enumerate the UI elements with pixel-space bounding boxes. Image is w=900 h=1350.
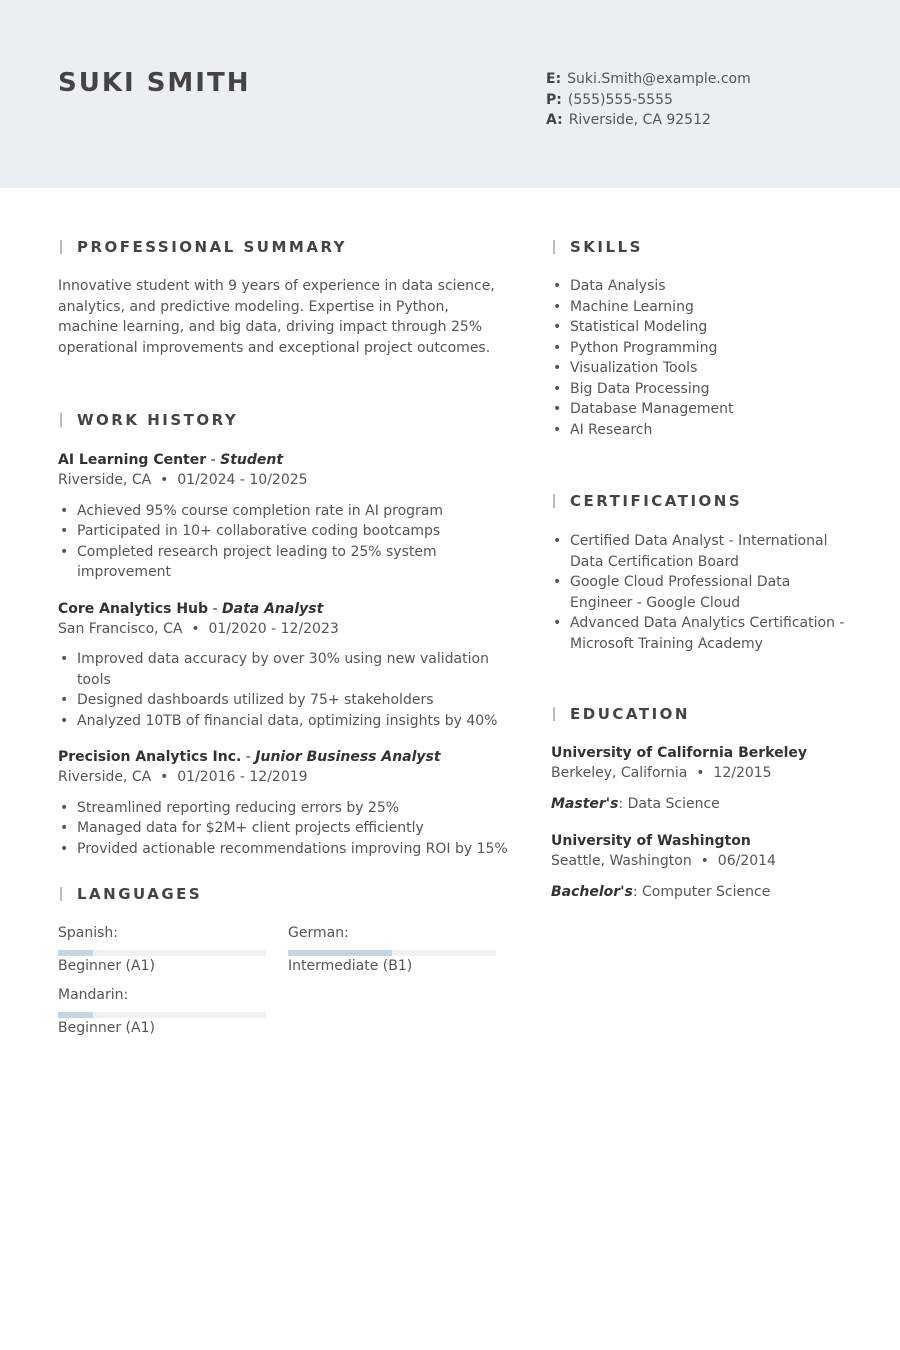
skill-item: • Data Analysis — [551, 276, 851, 297]
phone-row — [546, 90, 751, 111]
education-entry — [551, 831, 851, 902]
language-item — [58, 985, 266, 1038]
certification-item: • Advanced Data Analytics Certification - Microsoft Training Academy — [551, 613, 851, 654]
contact-info — [546, 69, 751, 131]
job-title-line — [58, 450, 508, 470]
address: Riverside, CA 92512 — [568, 112, 711, 128]
job-title: Data Analyst — [222, 600, 324, 617]
education-entry — [551, 743, 851, 814]
address-row — [546, 110, 751, 131]
job-meta: San Francisco, CA • 01/2020 - 12/2023 — [58, 620, 339, 637]
language-level: Beginner (A1) — [58, 1019, 155, 1036]
skill-item: • Machine Learning — [551, 297, 851, 318]
degree-line — [551, 882, 851, 903]
company-name: AI Learning Center — [58, 452, 207, 468]
language-level: Intermediate (B1) — [288, 957, 413, 974]
job-entry — [58, 450, 508, 583]
job-meta: Riverside, CA • 01/2024 - 10/2025 — [58, 472, 308, 488]
bullet-item: • Achieved 95% course completion rate in AI program — [58, 501, 508, 522]
bullet-item: • Streamlined reporting reducing errors by 25% — [58, 798, 508, 819]
degree-field: : Data Science — [618, 795, 720, 812]
languages-section — [58, 884, 498, 904]
separator: - — [208, 600, 222, 617]
email-label: E: — [546, 71, 562, 87]
education-section — [551, 704, 851, 902]
skill-item: • Python Programming — [551, 338, 851, 359]
certification-item: • Certified Data Analyst - International Data Certification Board — [551, 531, 851, 572]
language-name: German: — [288, 925, 349, 941]
degree-type: Bachelor's — [551, 883, 633, 900]
skill-item: • AI Research — [551, 420, 851, 441]
language-level: Beginner (A1) — [58, 957, 155, 974]
bullet-item: • Completed research project leading to 25% system improvement — [58, 542, 508, 583]
phone: (555)555-5555 — [567, 91, 673, 108]
bullet-item: • Participated in 10+ collaborative coding bootcamps — [58, 521, 508, 542]
section-heading: WORK HISTORY — [58, 410, 508, 430]
job-title-line — [58, 599, 508, 619]
bullet-item: • Provided actionable recommendations improving ROI by 15% — [58, 839, 508, 860]
skill-item: • Big Data Processing — [551, 379, 851, 400]
company-name: Core Analytics Hub — [58, 600, 209, 617]
separator: - — [206, 452, 221, 468]
bullet-item: • Managed data for $2M+ client projects efficiently — [58, 818, 508, 839]
school-name: University of California Berkeley — [551, 745, 808, 761]
candidate-name: SUKI SMITH — [58, 68, 251, 98]
separator: - — [241, 749, 256, 765]
skill-item: • Visualization Tools — [551, 358, 851, 379]
job-title: Student — [220, 452, 284, 468]
bullet-item: • Designed dashboards utilized by 75+ stakeholders — [58, 690, 508, 711]
email: Suki.Smith@example.com — [567, 71, 751, 87]
school-name: University of Washington — [551, 833, 751, 849]
section-heading: LANGUAGES — [58, 884, 498, 904]
language-item — [58, 923, 266, 976]
skills-section — [551, 237, 851, 440]
work-history-section — [58, 410, 508, 859]
job-title: Junior Business Analyst — [255, 749, 441, 765]
education-meta: Berkeley, California • 12/2015 — [551, 765, 772, 781]
section-heading: SKILLS — [551, 237, 851, 257]
degree-field: : Computer Science — [632, 883, 771, 900]
section-heading: PROFESSIONAL SUMMARY — [58, 237, 498, 257]
job-entry — [58, 599, 508, 732]
job-meta: Riverside, CA • 01/2016 - 12/2019 — [58, 769, 308, 785]
address-label: A: — [546, 112, 563, 128]
summary-text: Innovative student with 9 years of experience in data science, analytics, and predictive modeling. Expertise in Python, machine learning, and big data, driving impact through 25% operational improvements and exceptional project outcomes. — [58, 278, 495, 356]
language-name: Spanish: — [58, 925, 118, 941]
degree-line — [551, 794, 851, 815]
certification-item: • Google Cloud Professional Data Engineer - Google Cloud — [551, 572, 851, 613]
certifications-section — [551, 491, 851, 654]
degree-type: Master's — [551, 795, 619, 812]
education-meta: Seattle, Washington • 06/2014 — [551, 853, 776, 869]
job-bullets — [58, 798, 508, 860]
summary-section — [58, 237, 498, 358]
skill-item: • Database Management — [551, 399, 851, 420]
company-name: Precision Analytics Inc. — [58, 749, 242, 765]
job-bullets — [58, 501, 508, 583]
job-entry — [58, 747, 508, 859]
language-item — [288, 923, 496, 976]
bullet-item: • Analyzed 10TB of financial data, optimizing insights by 40% — [58, 711, 508, 732]
section-heading: CERTIFICATIONS — [551, 491, 851, 511]
section-heading: EDUCATION — [551, 704, 851, 724]
language-name: Mandarin: — [58, 987, 129, 1003]
phone-label: P: — [546, 91, 562, 108]
job-title-line — [58, 747, 508, 767]
bullet-item: • Improved data accuracy by over 30% using new validation tools — [58, 649, 508, 690]
email-row — [546, 69, 751, 90]
skill-item: • Statistical Modeling — [551, 317, 851, 338]
job-bullets — [58, 649, 508, 731]
